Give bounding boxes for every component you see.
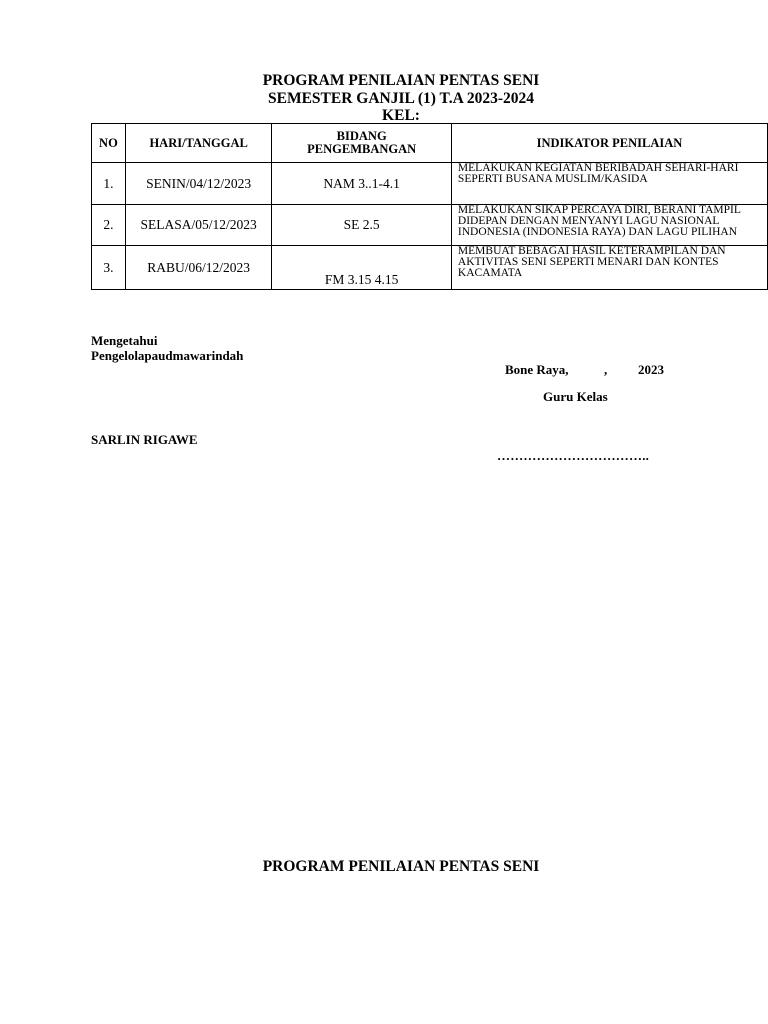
acknowledged-label: Mengetahui: [91, 333, 158, 348]
table-row: [92, 205, 768, 246]
row-indikator: [451, 246, 767, 290]
table-row: [92, 163, 768, 205]
indikator-line: AKTIVITAS SENI SEPERTI MENARI DAN KONTES: [457, 256, 719, 268]
signature-line: ……………………………..: [497, 448, 650, 463]
row-no: 2.: [92, 205, 126, 246]
row-indikator: [451, 205, 767, 246]
manager-label: Pengelolapaudmawarindah: [91, 348, 244, 363]
header-bidang: [272, 124, 452, 163]
assessment-table: [91, 123, 768, 290]
row-bidang: SE 2.5: [272, 205, 452, 246]
indikator-line: MELAKUKAN SIKAP PERCAYA DIRI, BERANI TAMPIL: [457, 204, 741, 216]
row-no: 3.: [92, 246, 126, 290]
row-indikator: [451, 163, 767, 205]
row-no: 1.: [92, 163, 126, 205]
row-bidang: FM 3.15 4.15: [272, 246, 452, 290]
class-label: KEL:: [382, 107, 420, 124]
table-row: [92, 246, 768, 290]
indikator-line: MEMBUAT BEBAGAI HASIL KETERAMPILAN DAN: [457, 245, 726, 257]
indikator-line: MELAKUKAN KEGIATAN BERIBADAH SEHARI-HARI: [457, 162, 739, 174]
manager-name: SARLIN RIGAWE: [91, 432, 198, 447]
indikator-line: DIDEPAN DENGAN MENYANYI LAGU NASIONAL: [457, 215, 720, 227]
table-header-row: [92, 124, 768, 163]
row-date: RABU/06/12/2023: [125, 246, 272, 290]
header-no: NO: [92, 124, 126, 163]
row-date: SENIN/04/12/2023: [125, 163, 272, 205]
next-page-title: PROGRAM PENILAIAN PENTAS SENI: [262, 858, 540, 875]
row-bidang: NAM 3..1-4.1: [272, 163, 452, 205]
semester-subtitle: SEMESTER GANJIL (1) T.A 2023-2024: [268, 90, 534, 107]
indikator-line: INDONESIA (INDONESIA RAYA) DAN LAGU PILIHAN: [457, 226, 737, 238]
header-indikator: INDIKATOR PENILAIAN: [451, 124, 767, 163]
teacher-role-label: Guru Kelas: [543, 389, 608, 404]
document-title: PROGRAM PENILAIAN PENTAS SENI: [262, 72, 540, 89]
year-label: 2023: [638, 362, 664, 377]
indikator-line: SEPERTI BUSANA MUSLIM/KASIDA: [457, 173, 648, 185]
row-date: SELASA/05/12/2023: [125, 205, 272, 246]
date-comma: ,: [604, 362, 608, 377]
header-date: HARI/TANGGAL: [125, 124, 272, 163]
header-bidang-line2: PENGEMBANGAN: [307, 142, 417, 156]
indikator-line: KACAMATA: [457, 267, 523, 279]
header-bidang-line1: BIDANG: [336, 129, 387, 143]
place-label: Bone Raya,: [505, 362, 569, 377]
